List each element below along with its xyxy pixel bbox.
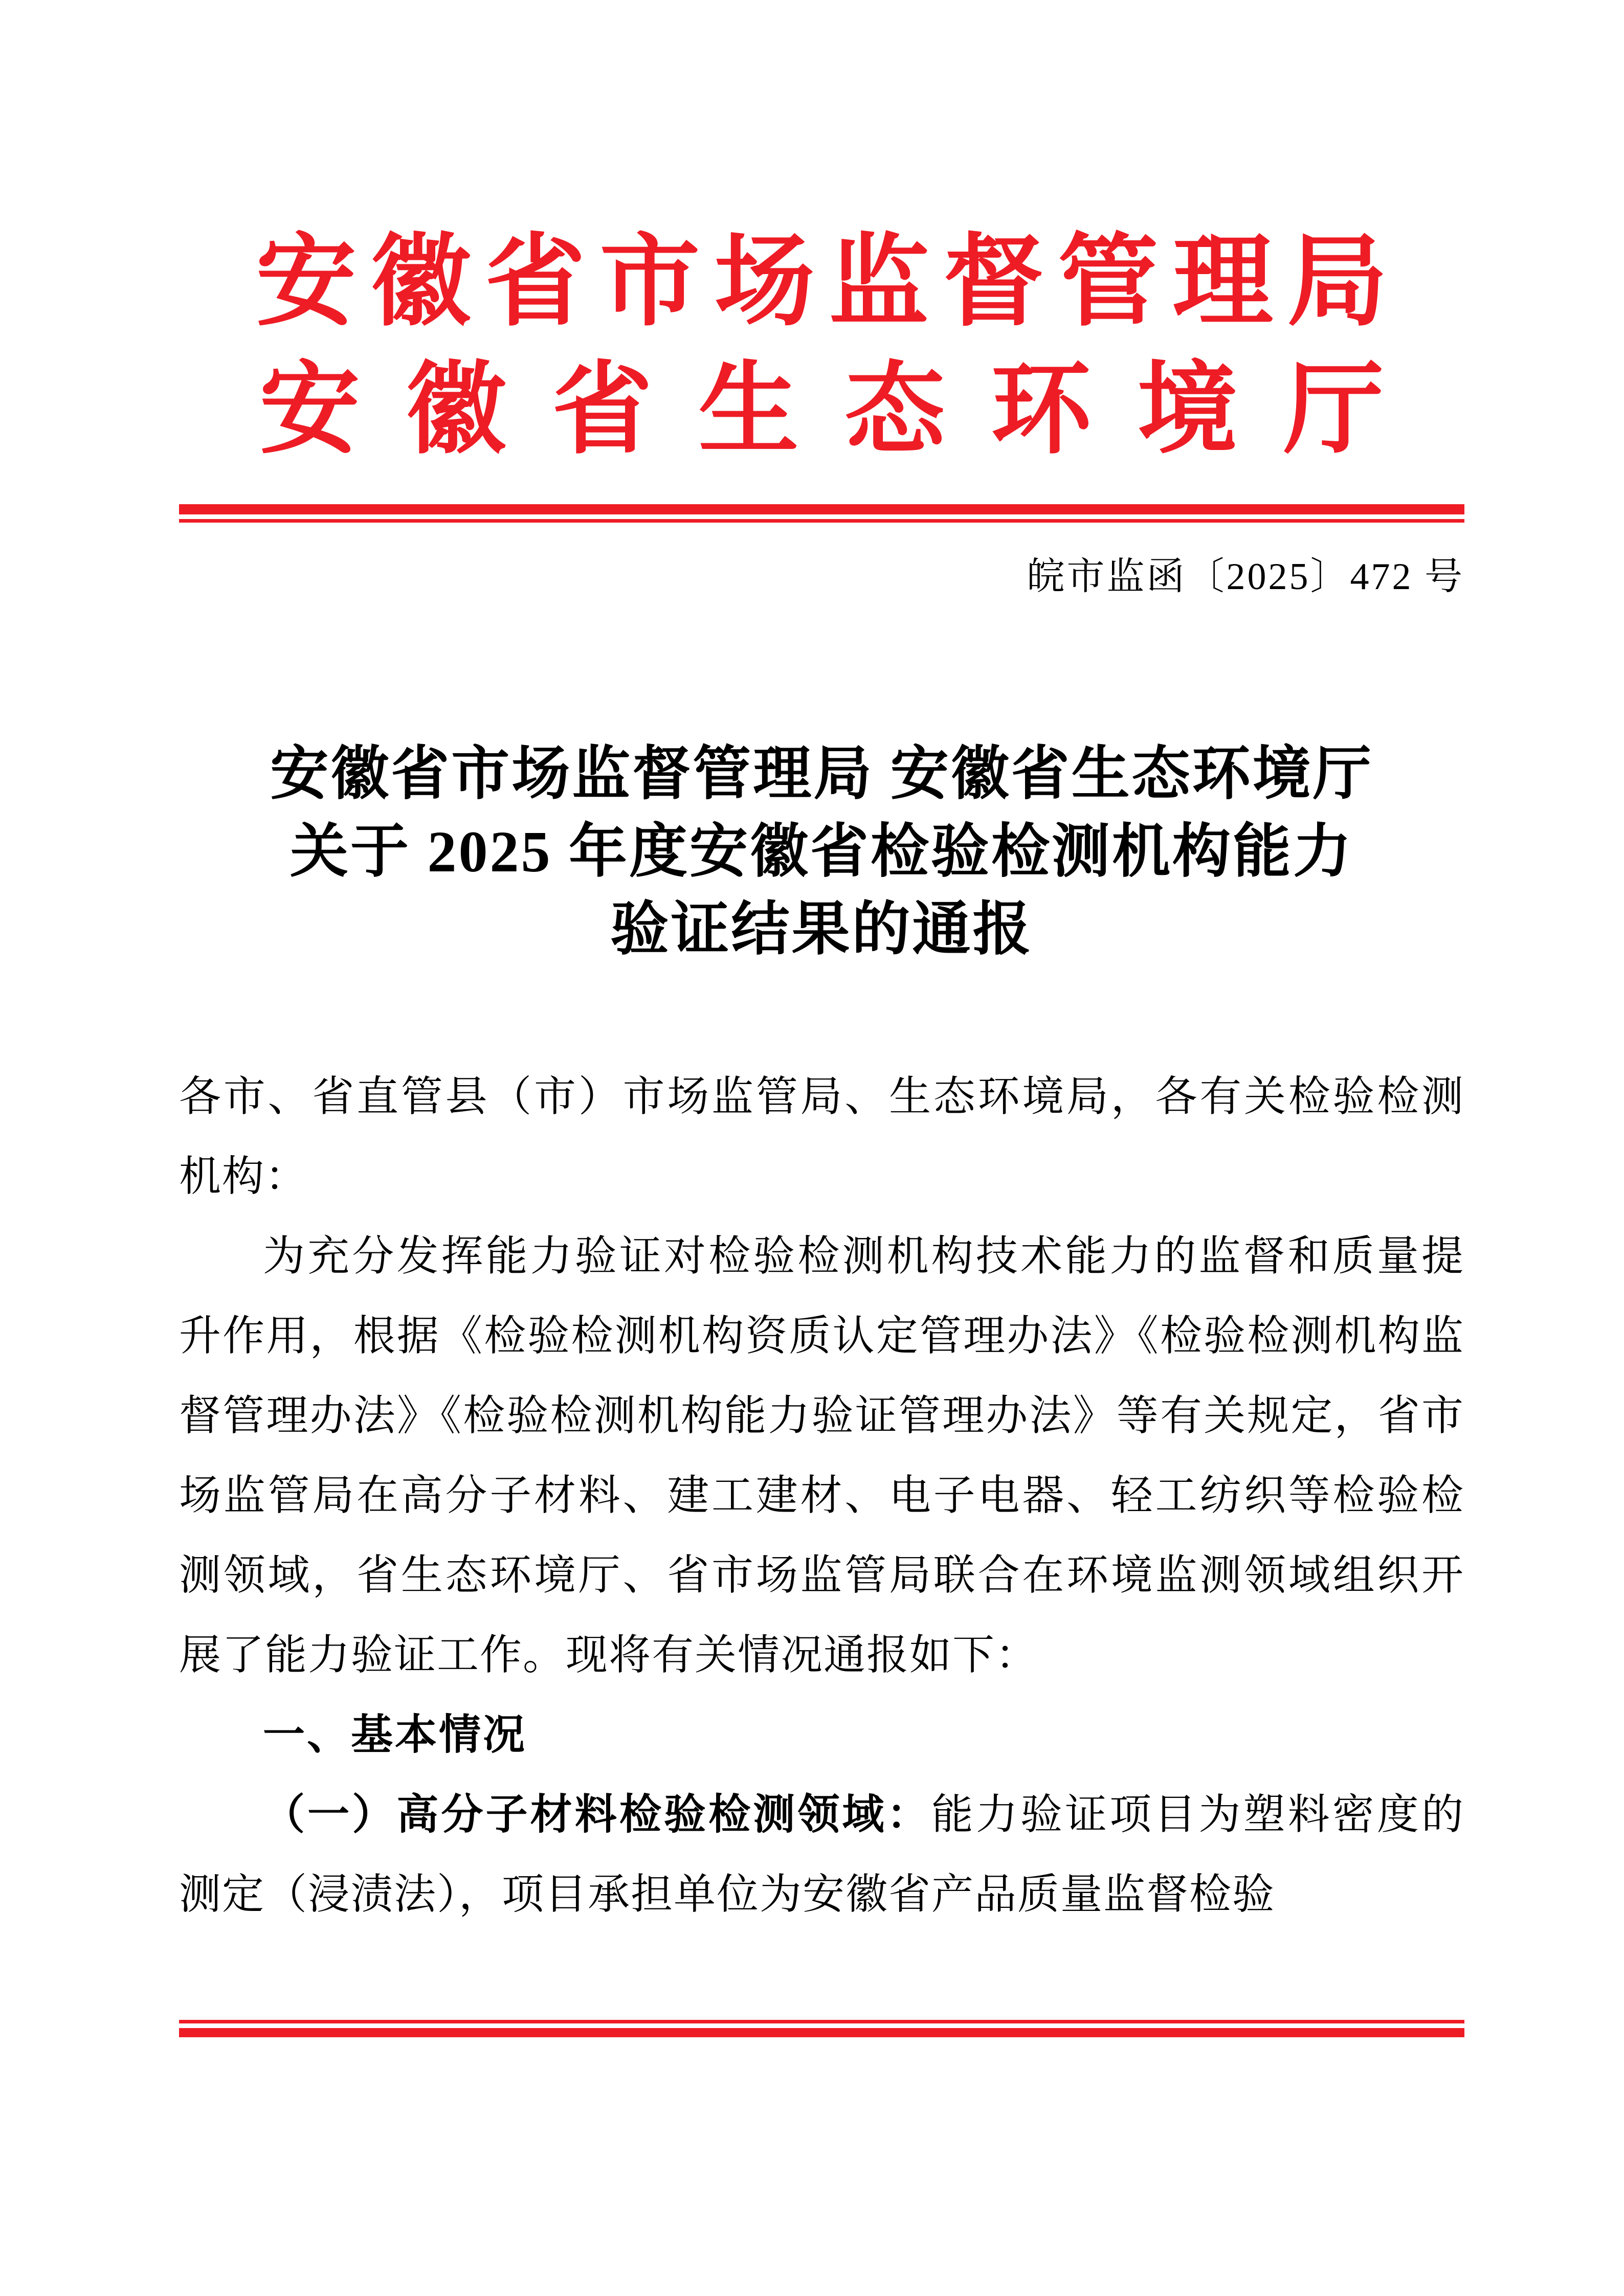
header-rule-thick <box>179 504 1464 514</box>
document-number: 皖市监函〔2025〕472 号 <box>1027 556 1464 598</box>
title-line-1: 安徽省市场监督管理局 安徽省生态环境厅 <box>270 741 1373 806</box>
section-1-item-1 <box>179 1775 1464 1934</box>
header-rule-thin <box>179 519 1464 523</box>
footer-rule-gap <box>179 2023 1464 2028</box>
salutation: 各市、省直管县（市）市场监管局、生态环境局，各有关检验检测机构： <box>179 1073 1464 1200</box>
agency-name-line-1: 安徽省市场监督管理局 <box>256 227 1402 338</box>
document-body <box>179 1057 1464 1934</box>
section-heading-1: 一、基本情况 <box>263 1712 527 1758</box>
header-separator <box>179 504 1464 523</box>
section-1-item-1-label: （一）高分子材料检验检测领域： <box>263 1791 931 1838</box>
document-content <box>179 0 1464 1934</box>
agency-name-line-2: 安徽省生态环境厅 <box>259 355 1430 466</box>
title-line-2: 关于 2025 年度安徽省检验检测机构能力 <box>290 819 1353 884</box>
footer-separator <box>179 2020 1464 2037</box>
document-title <box>179 735 1464 969</box>
footer-rule-thin <box>179 2020 1464 2023</box>
letterhead <box>179 0 1464 475</box>
footer-rule-thick <box>179 2028 1464 2037</box>
header-rule-gap <box>179 514 1464 519</box>
body-paragraph-1: 为充分发挥能力验证对检验检测机构技术能力的监督和质量提升作用，根据《检验检测机构资质认定管理办法》《检验检测机构监督管理办法》《检验检测机构能力验证管理办法》等有关规定，省市场监管局在高分子材料、建工建材、电子电器、轻工纺织等检验检测领域，省生态环境厅、省市场监管局联合在环境监测领域组织开展了能力验证工作。现将有关情况通报如下： <box>179 1233 1464 1678</box>
title-line-3: 验证结果的通报 <box>610 897 1033 962</box>
section-1-item-1-text: 能力验证项目为塑料密度的测定（浸渍法），项目承担单位为安徽省产品质量监督检验 <box>179 1791 1464 1918</box>
